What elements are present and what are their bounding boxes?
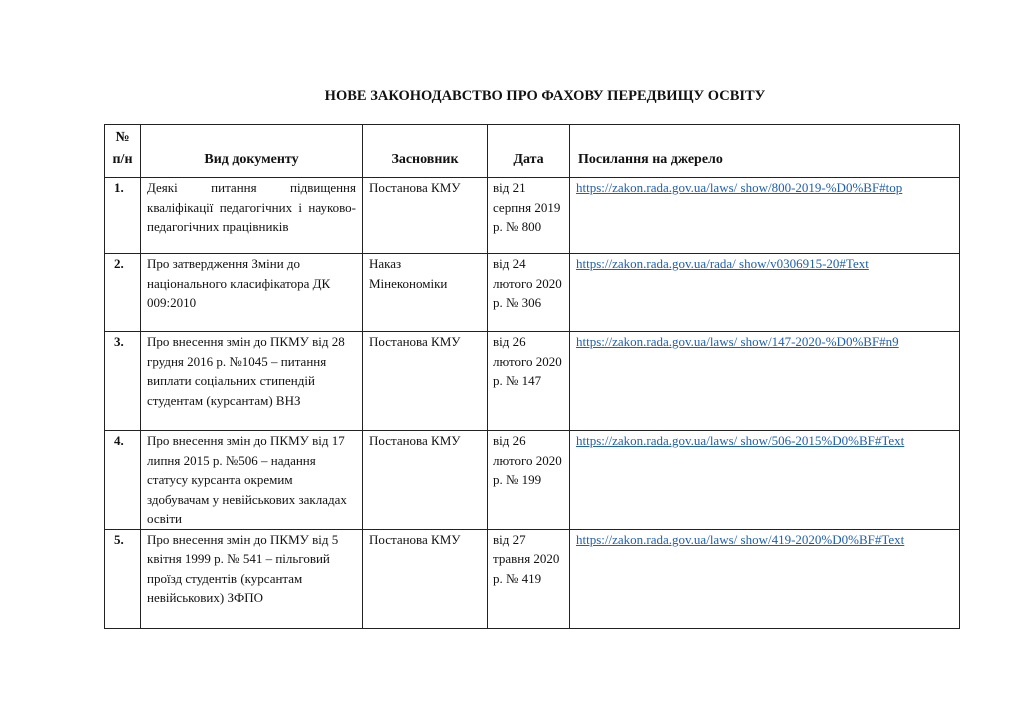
table-row	[105, 431, 960, 530]
row-issuer: Постанова КМУ	[363, 529, 488, 628]
row-date: від 21 серпня 2019 р. № 800	[488, 178, 570, 254]
source-link[interactable]: https://zakon.rada.gov.ua/laws/ show/506-2015%D0%BF#Text	[576, 433, 905, 448]
source-link[interactable]: https://zakon.rada.gov.ua/laws/ show/147-2020-%D0%BF#n9	[576, 334, 899, 349]
row-num: 2.	[105, 254, 141, 332]
row-num: 5.	[105, 529, 141, 628]
table-row	[105, 178, 960, 254]
row-date: від 26 лютого 2020 р. № 147	[488, 332, 570, 431]
row-num: 1.	[105, 178, 141, 254]
row-issuer: Постанова КМУ	[363, 332, 488, 431]
source-link[interactable]: https://zakon.rada.gov.ua/laws/ show/419-2020%D0%BF#Text	[576, 531, 905, 547]
header-num: № п/н	[105, 125, 141, 178]
header-doc: Вид документу	[141, 125, 363, 178]
table-header-row	[105, 125, 960, 178]
table-row	[105, 529, 960, 628]
table-row	[105, 254, 960, 332]
table-row	[105, 332, 960, 431]
row-doc: Про внесення змін до ПКМУ від 5 квітня 1999 р. № 541 – пільговий проїзд студентів (курсантам невійськових) ЗФПО	[141, 529, 363, 628]
legislation-table	[104, 124, 960, 629]
source-link[interactable]: https://zakon.rada.gov.ua/laws/ show/800-2019-%D0%BF#top	[576, 180, 903, 195]
row-doc: Про внесення змін до ПКМУ від 17 липня 2015 р. №506 – надання статусу курсанта окремим здобувачам у невійськових закладах освіти	[141, 431, 363, 530]
row-date: від 24 лютого 2020 р. № 306	[488, 254, 570, 332]
header-date: Дата	[488, 125, 570, 178]
row-doc: Про внесення змін до ПКМУ від 28 грудня 2016 р. №1045 – питання виплати соціальних стипендій студентам (курсантам) ВНЗ	[141, 332, 363, 431]
header-issuer: Засновник	[363, 125, 488, 178]
row-doc: Про затвердження Зміни до національного класифікатора ДК 009:2010	[141, 254, 363, 332]
row-num: 3.	[105, 332, 141, 431]
row-date: від 26 лютого 2020 р. № 199	[488, 431, 570, 530]
source-link[interactable]: https://zakon.rada.gov.ua/rada/ show/v0306915-20#Text	[576, 256, 869, 271]
header-source: Посилання на джерело	[570, 125, 960, 178]
row-num: 4.	[105, 431, 141, 530]
row-issuer: Постанова КМУ	[363, 431, 488, 530]
page-title: НОВЕ ЗАКОНОДАВСТВО ПРО ФАХОВУ ПЕРЕДВИЩУ ОСВІТУ	[324, 88, 766, 104]
row-date: від 27 травня 2020 р. № 419	[488, 529, 570, 628]
row-issuer: Наказ Мінекономіки	[363, 254, 488, 332]
row-doc: Деякі питання підвищення кваліфікації педагогічних і науково-педагогічних працівників	[141, 178, 363, 254]
row-issuer: Постанова КМУ	[363, 178, 488, 254]
